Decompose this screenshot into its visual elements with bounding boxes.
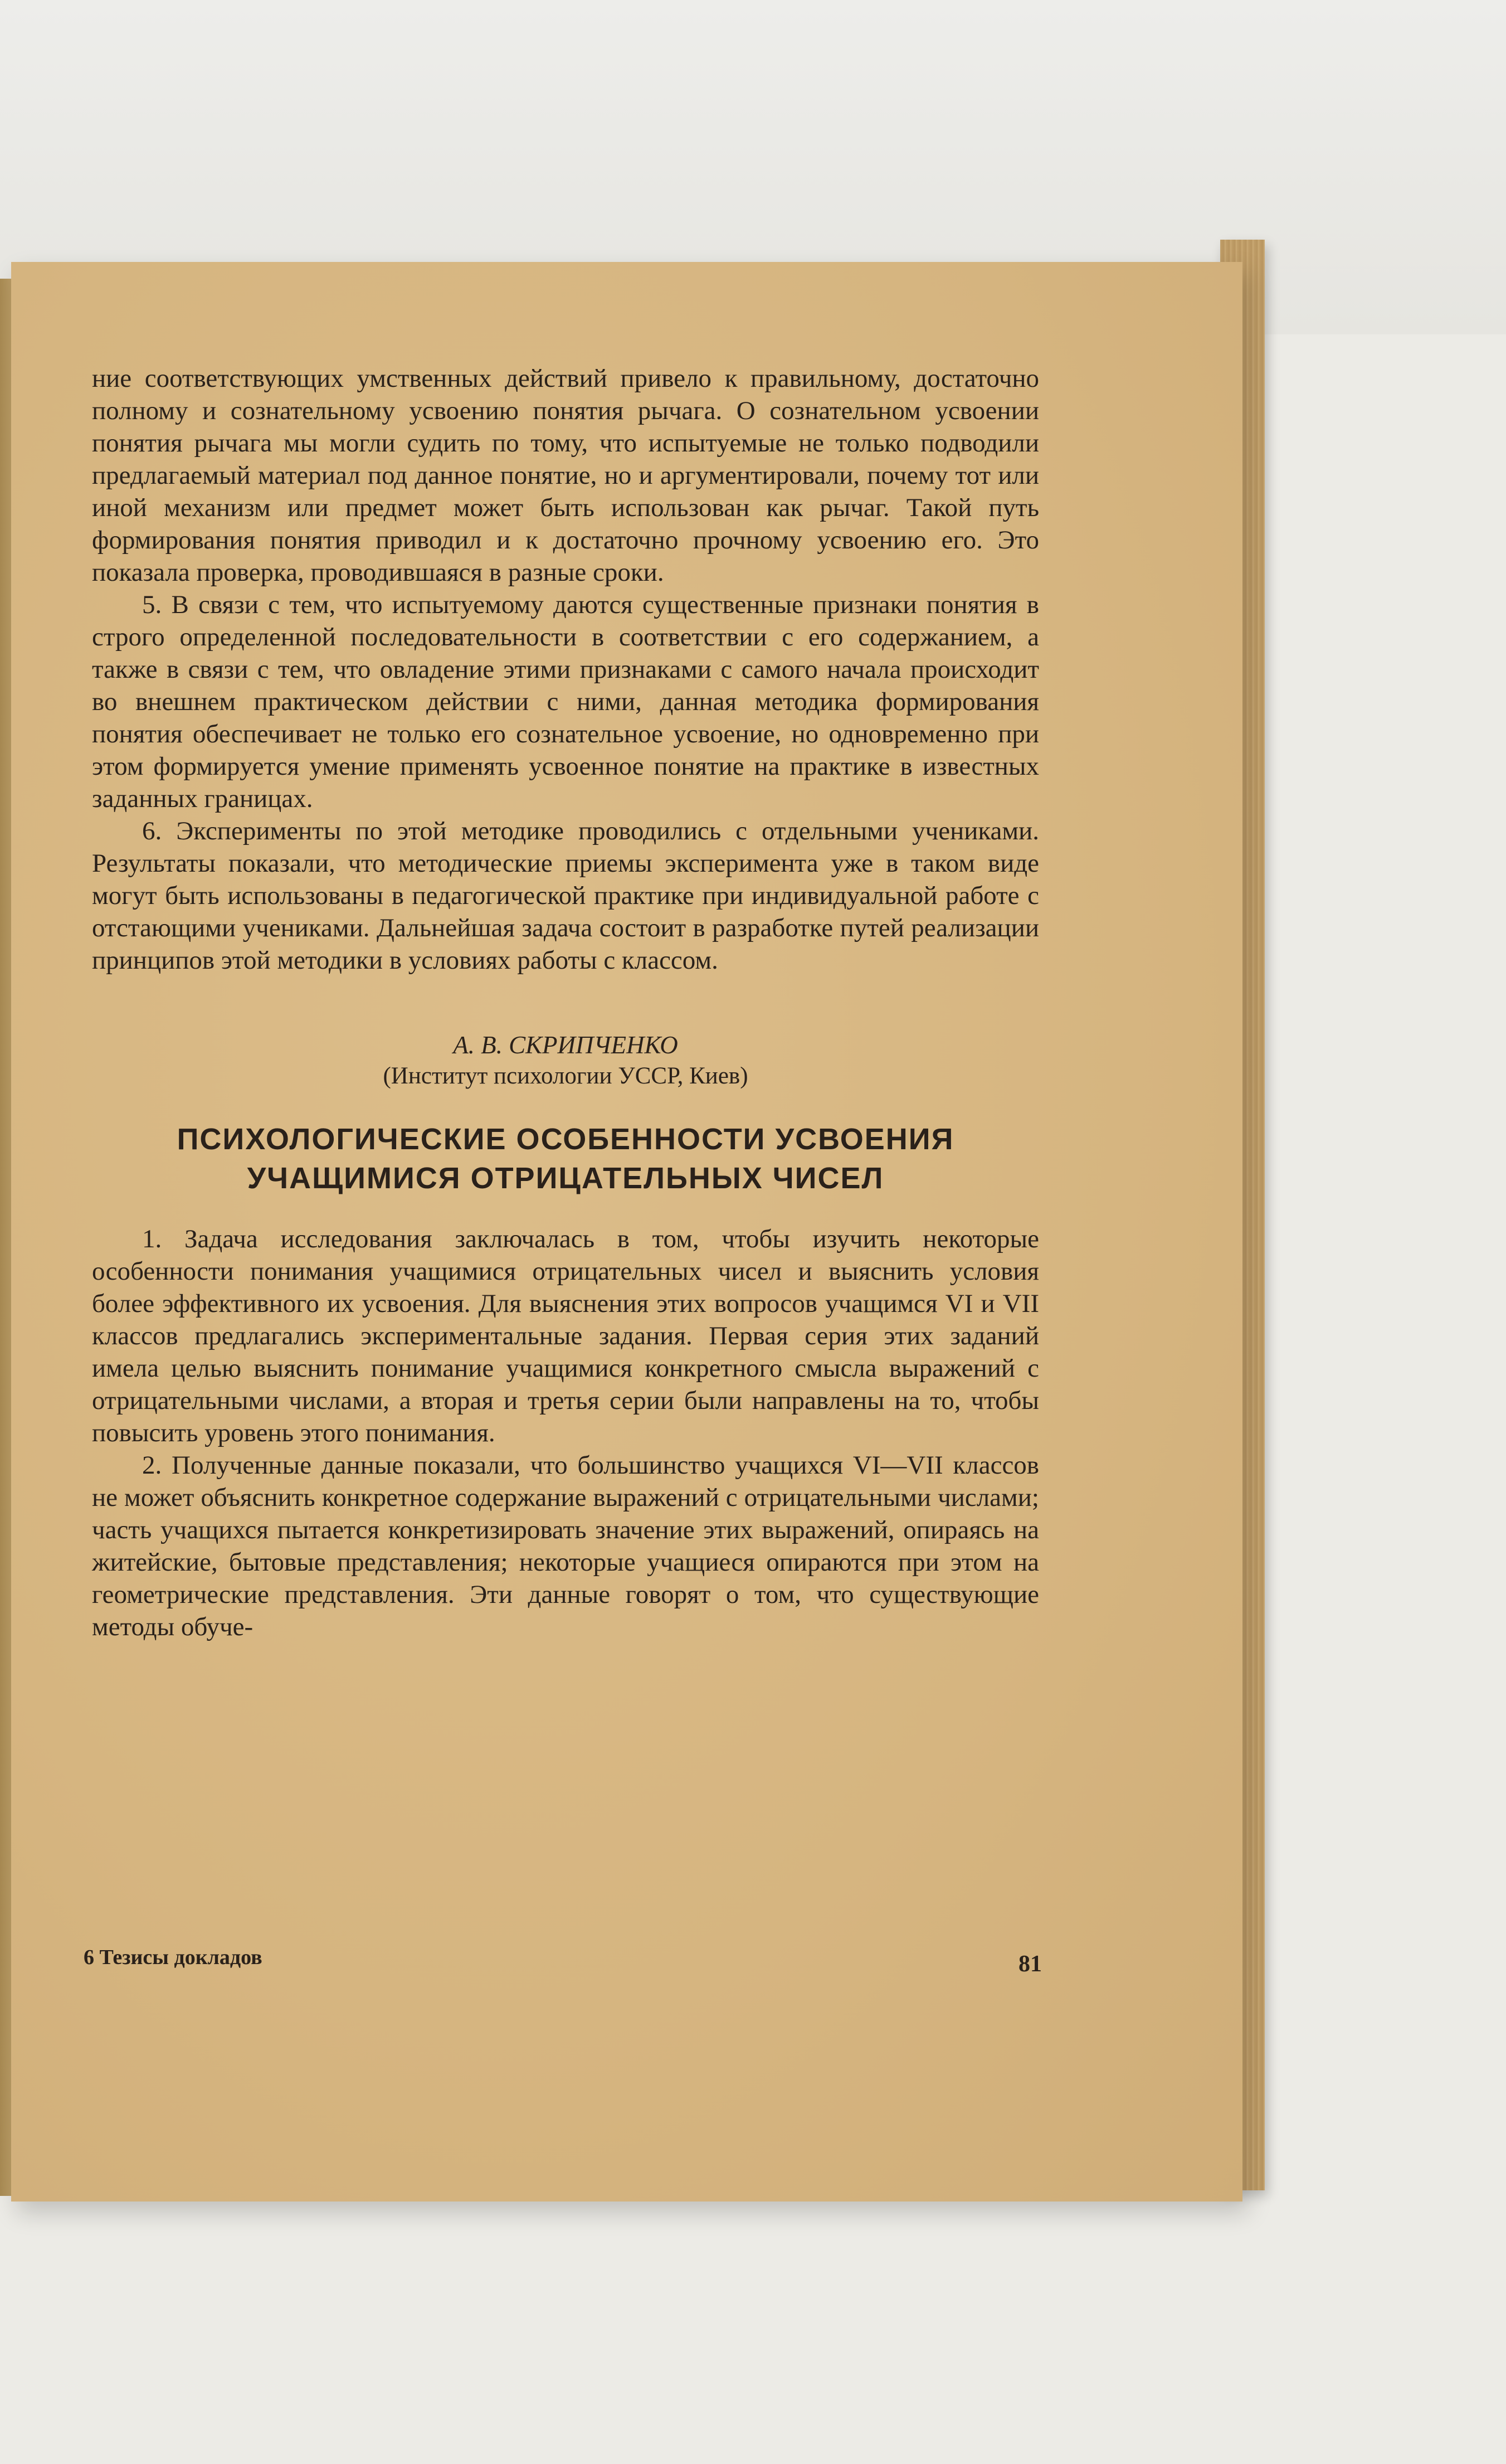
paragraph-1: 1. Задача исследования заключалась в том, чтобы изучить некоторые особенности понимания учащимися отрицательных чисел и выяснить условия более эффективного их усвоения. Для выяснения этих вопросов учащимся VI и VII классов предлагались экспериментальные задания. Первая серия этих заданий имела целью выяснить понимание учащимися конкретного смысла выражений с отрицательными числами, а вторая и третья серии были направлены на то, чтобы повысить уровень этого понимания. xyxy=(92,1224,1039,1447)
paragraph-6: 6. Эксперименты по этой методике проводились с отдельными учениками. Результаты показали, что методические приемы эксперимента уже в таком виде могут быть использованы в педагогической практике при индивидуальной работе с отстающими учениками. Дальнейшая задача состоит в разработке путей реализации принципов этой методики в условиях работы с классом. xyxy=(92,817,1039,975)
title-line-2: УЧАЩИМИСЯ ОТРИЦАТЕЛЬНЫХ ЧИСЕЛ xyxy=(247,1161,884,1195)
paragraph-continuation: ние соответствующих умственных действий привело к правильному, достаточно полному и сознательному усвоению понятия рычага. О сознательном усвоении понятия рычага мы могли судить по тому, что испытуемые не только подводили предлагаемый материал под данное понятие, но и аргументировали, почему тот или иной механизм или предмет может быть использован как рычаг. Такой путь формирования понятия приводил и к достаточно прочному усвоению его. Это показала проверка, проводившаяся в разные сроки. xyxy=(92,364,1039,587)
paragraph-5: 5. В связи с тем, что испытуемому даются существенные признаки понятия в строго определенной последовательности в соответствии с его содержанием, а также в связи с тем, что овладение этими признаками с самого начала происходит во внешнем практическом действии с ними, данная методика формирования понятия обеспечивает не только его сознательное усвоение, но одновременно при этом формируется умение применять усвоенное понятие на практике в известных заданных границах. xyxy=(92,590,1039,813)
paragraph-2: 2. Полученные данные показали, что большинство учащихся VI—VII классов не может объяснить конкретное содержание выражений с отрицательными числами; часть учащихся пытается конкретизировать значение этих выражений, опираясь на житейские, бытовые представления; некоторые учащиеся опираются при этом на геометрические представления. Эти данные говорят о том, что существующие методы обуче- xyxy=(92,1451,1039,1641)
page-text xyxy=(92,362,1039,1643)
page-footer xyxy=(84,1945,1042,1979)
title-line-1: ПСИХОЛОГИЧЕСКИЕ ОСОБЕННОСТИ УСВОЕНИЯ xyxy=(177,1122,954,1156)
author-affiliation: (Институт психологии УССР, Киев) xyxy=(383,1063,748,1089)
article-title xyxy=(92,1120,1039,1198)
author-name: А. В. СКРИПЧЕНКО xyxy=(453,1031,678,1059)
signature-mark: 6 Тезисы докладов xyxy=(84,1946,262,1969)
page-number: 81 xyxy=(1018,1951,1042,1977)
